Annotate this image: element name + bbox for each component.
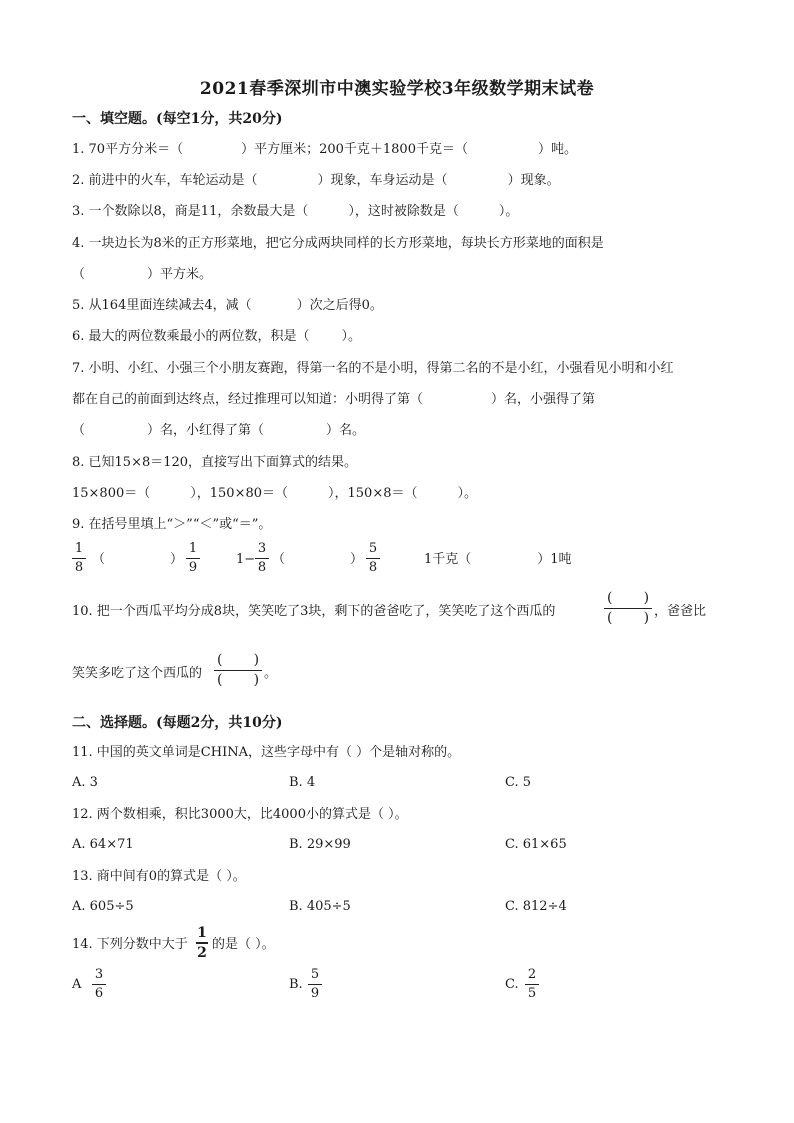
question-10-end: 。 [264, 666, 278, 681]
question-1: 1. 70平方分米＝（ ）平方厘米；200千克＋1800千克＝（ ）吨。 [72, 142, 577, 157]
exam-title: 2021春季深圳市中澳实验学校3年级数学期末试卷 [199, 79, 595, 99]
question-14-b: 的是（ ）。 [212, 937, 275, 952]
fraction-1-8: 1 8 [72, 541, 86, 576]
compare-paren-1-open: （ [92, 552, 106, 567]
q11-option-a[interactable]: A. 3 [72, 775, 98, 790]
q12-option-a[interactable]: A. 64×71 [72, 837, 134, 852]
question-13: 13. 商中间有0的算式是（ ）。 [72, 869, 246, 884]
compare-paren-2-open: （ [272, 552, 286, 567]
compare-paren-1-close: ） [170, 552, 184, 567]
q11-option-b[interactable]: B. 4 [289, 775, 316, 790]
q14-option-a-label[interactable]: A [72, 977, 82, 992]
question-7-line-1: 7. 小明、小红、小强三个小朋友赛跑，得第一名的不是小明，得第二名的不是小红，小强看见小明和小红 [72, 361, 674, 376]
question-7-line-3: （ ）名，小红得了第（ ）名。 [72, 423, 366, 438]
q13-option-c[interactable]: C. 812÷4 [505, 899, 567, 914]
question-10-line-2: 笑笑多吃了这个西瓜的 [72, 666, 203, 681]
q12-option-c[interactable]: C. 61×65 [505, 837, 567, 852]
q14-option-a-fraction[interactable]: 3 6 [92, 967, 106, 1002]
fraction-5-8: 5 8 [366, 541, 380, 576]
compare-paren-2-close: ） [350, 552, 364, 567]
question-8-line-2: 15×800＝（ ），150×80＝（ ），150×8＝（ ）。 [72, 486, 477, 501]
question-10-line-1b: ，爸爸比 [654, 604, 707, 619]
q14-option-b-fraction[interactable]: 5 9 [308, 967, 322, 1002]
section-1-heading: 一、填空题。(每空1分，共20分) [72, 111, 283, 127]
question-3: 3. 一个数除以8，商是11，余数最大是（ ），这时被除数是（ ）。 [72, 204, 519, 219]
q12-option-b[interactable]: B. 29×99 [289, 837, 351, 852]
question-14-a: 14. 下列分数中大于 [72, 937, 188, 952]
q13-option-b[interactable]: B. 405÷5 [289, 899, 351, 914]
question-4-line-1: 4. 一块边长为8米的正方形菜地，把它分成两块同样的长方形菜地，每块长方形菜地的面积是 [72, 236, 604, 251]
compare-kg: 1千克（ ）1吨 [424, 552, 572, 567]
one-minus-prefix: 1− [236, 552, 256, 567]
blank-fraction-1: ( ) ( ) [604, 590, 652, 627]
q14-option-b-label[interactable]: B. [289, 977, 303, 992]
fraction-1-9: 1 9 [186, 541, 200, 576]
q14-option-c-fraction[interactable]: 2 5 [525, 967, 539, 1002]
blank-fraction-2: ( ) ( ) [214, 652, 262, 689]
fraction-one-half: 1 2 [197, 925, 207, 961]
question-6: 6. 最大的两位数乘最小的两位数，积是（ ）。 [72, 329, 362, 344]
fraction-3-8: 3 8 [255, 541, 269, 576]
q11-option-c[interactable]: C. 5 [505, 775, 532, 790]
q14-option-c-label[interactable]: C. [505, 977, 519, 992]
question-5: 5. 从164里面连续减去4，减（ ）次之后得0。 [72, 298, 383, 313]
section-2-heading: 二、选择题。(每题2分，共10分) [72, 715, 283, 731]
question-7-line-2: 都在自己的前面到达终点，经过推理可以知道：小明得了第（ ）名，小强得了第 [72, 392, 596, 407]
question-4-line-2: （ ）平方米。 [72, 267, 213, 282]
question-8-line-1: 8. 已知15×8＝120，直接写出下面算式的结果。 [72, 455, 358, 470]
question-12: 12. 两个数相乘，积比3000大，比4000小的算式是（ ）。 [72, 807, 408, 822]
question-10-line-1a: 10. 把一个西瓜平均分成8块，笑笑吃了3块，剩下的爸爸吃了，笑笑吃了这个西瓜的 [72, 604, 556, 619]
q13-option-a[interactable]: A. 605÷5 [72, 899, 134, 914]
question-9-line-1: 9. 在括号里填上“＞”“＜”或“＝”。 [72, 517, 272, 532]
question-11: 11. 中国的英文单词是CHINA，这些字母中有（ ）个是轴对称的。 [72, 745, 461, 760]
question-2: 2. 前进中的火车，车轮运动是（ ）现象，车身运动是（ ）现象。 [72, 173, 560, 188]
